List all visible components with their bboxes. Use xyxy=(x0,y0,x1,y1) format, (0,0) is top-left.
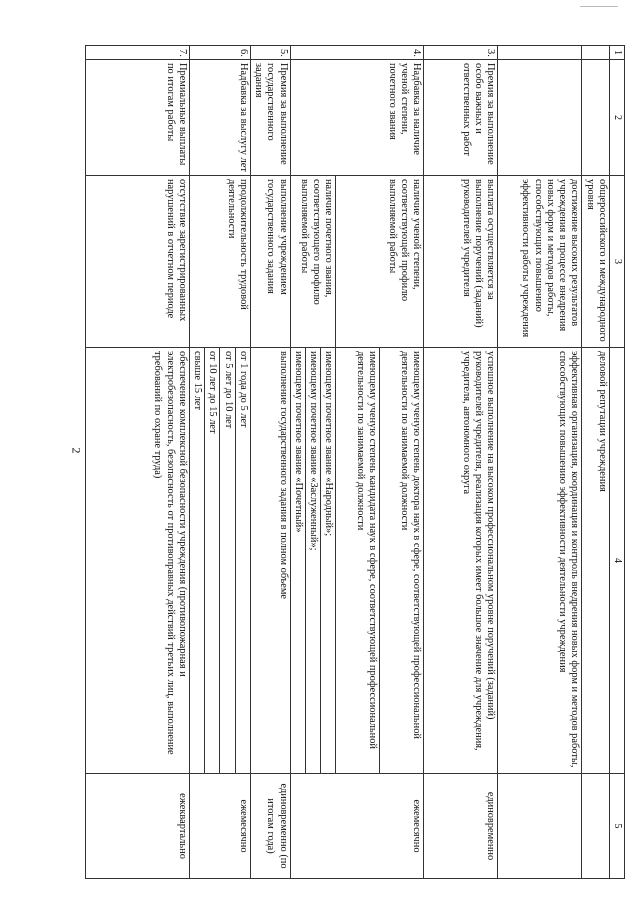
payment-criteria: обеспечение комплексной безопасности учреждения (противопожарная и электробезопасность, безопасность от противоправных действий третьих лиц, выполнение требований по охране труда) xyxy=(86,348,190,774)
payment-period: единовременно xyxy=(424,774,498,879)
payment-condition: продолжительность трудовой деятельности xyxy=(189,176,250,348)
table-row xyxy=(582,46,610,879)
row-number xyxy=(582,46,610,60)
rotated-page xyxy=(85,45,625,878)
table-row xyxy=(380,46,424,879)
scan-mark xyxy=(580,6,618,7)
row-number xyxy=(498,46,582,60)
payment-period: ежемесячно xyxy=(189,774,250,879)
payment-condition: общероссийского и международного уровня xyxy=(582,176,610,348)
payment-name: Надбавка за наличие ученой степени, почетного звания xyxy=(290,60,424,176)
header-col-4: 4 xyxy=(610,348,625,774)
payment-name xyxy=(582,60,610,176)
payment-condition: выплата осуществляется за выполнение поручений (заданий) руководителей учредителя xyxy=(424,176,498,348)
payment-condition: отсутствие зарегистрированных нарушений в отчетном периоде xyxy=(86,176,190,348)
payment-name: Надбавка за выслугу лет xyxy=(189,60,250,176)
payment-name xyxy=(498,60,582,176)
payment-condition: наличие ученой степени, соответствующей профилю выполняемой работы xyxy=(336,176,424,348)
payment-period: ежеквартально xyxy=(86,774,190,879)
payment-period xyxy=(498,774,582,879)
payment-criteria: эффективная организация, координация и контроль внедрения новых форм и методов работы, способствующих повышению эффективности деятельности учреждения xyxy=(498,348,582,774)
header-col-2: 2 xyxy=(610,60,625,176)
table-row xyxy=(250,46,290,879)
payment-criteria: деловой репутации учреждения xyxy=(582,348,610,774)
payment-criteria: имеющему почетное звание «Заслуженный»; xyxy=(305,348,320,774)
table-row xyxy=(498,46,582,879)
payment-name: Премия за выполнение государственного задания xyxy=(250,60,290,176)
payment-period: единовременно (по итогам года) xyxy=(250,774,290,879)
payment-condition: достижение высоких результатов учреждения в процессе внедрения новых форм и методов работы, способствующих повышению эффективности работы учреждения xyxy=(498,176,582,348)
payment-criteria: от 10 лет до 15 лет xyxy=(205,348,220,774)
header-col-1: 1 xyxy=(610,46,625,60)
table-row xyxy=(424,46,498,879)
header-col-5: 5 xyxy=(610,774,625,879)
table-row xyxy=(235,46,250,879)
payment-criteria: имеющему почетное звание «Почетный» xyxy=(290,348,305,774)
row-number: 7. xyxy=(86,46,190,60)
payment-criteria: выполнение государственного задания в полном объеме xyxy=(250,348,290,774)
payment-condition: наличие почетного звания, соответствующего профилю выполняемой работы xyxy=(290,176,336,348)
payment-condition: выполнение учреждением государственного задания xyxy=(250,176,290,348)
header-col-3: 3 xyxy=(610,176,625,348)
page-number: 2 xyxy=(69,447,84,454)
row-number: 5. xyxy=(250,46,290,60)
payment-criteria: от 1 года до 5 лет xyxy=(235,348,250,774)
payment-period xyxy=(582,774,610,879)
payment-criteria: свыше 15 лет xyxy=(189,348,204,774)
payment-criteria: имеющему ученую степень кандидата наук в сфере, соответствующей профессиональной деятельности по занимаемой должности xyxy=(336,348,380,774)
table-header-row xyxy=(610,46,625,879)
row-number: 3. xyxy=(424,46,498,60)
payment-criteria: имеющему ученую степень доктора наук в сфере, соответствующей профессиональной деятельности по занимаемой должности xyxy=(380,348,424,774)
payment-name: Премиальные выплаты по итогам работы xyxy=(86,60,190,176)
payment-criteria: от 5 лет до 10 лет xyxy=(220,348,235,774)
payment-name: Премия за выполнение особо важных и ответственных работ xyxy=(424,60,498,176)
row-number: 6. xyxy=(189,46,250,60)
row-number: 4. xyxy=(290,46,424,60)
payment-criteria: успешное выполнение на высоком профессиональном уровне поручений (заданий) руководителей учредителя, реализация которых имеет большое значение для учреждения, учредителя, автономного округа xyxy=(424,348,498,774)
payments-table xyxy=(85,45,625,879)
payment-criteria: имеющему почетное звание «Народный»; xyxy=(321,348,336,774)
payment-period: ежемесячно xyxy=(290,774,424,879)
table-row xyxy=(86,46,190,879)
